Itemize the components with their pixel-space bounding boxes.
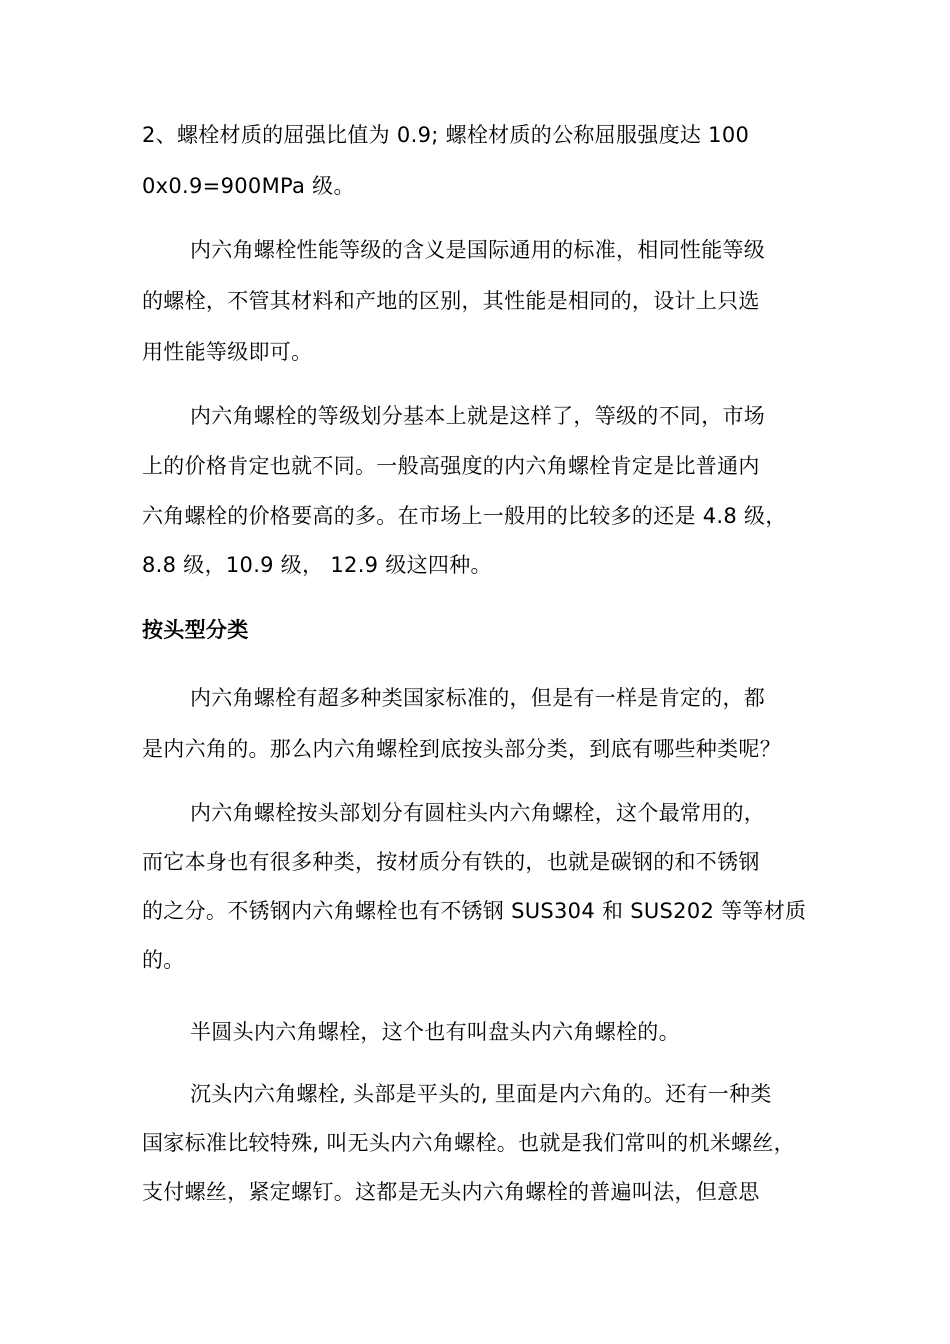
paragraph-2-line-3: 用性能等级即可。 bbox=[142, 340, 313, 364]
paragraph-7-line-2: 国家标准比较特殊, 叫无头内六角螺栓。也就是我们常叫的机米螺丝， bbox=[142, 1131, 795, 1155]
paragraph-5-line-4: 的。 bbox=[142, 948, 185, 972]
paragraph-7-line-1: 沉头内六角螺栓, 头部是平头的, 里面是内六角的。还有一种类 bbox=[190, 1082, 772, 1106]
paragraph-1-line-2: 0x0.9=900MPa 级。 bbox=[142, 174, 355, 198]
paragraph-3-line-1: 内六角螺栓的等级划分基本上就是这样了，等级的不同，市场 bbox=[190, 404, 766, 428]
paragraph-5-line-3: 的之分。不锈钢内六角螺栓也有不锈钢 SUS304 和 SUS202 等等材质 bbox=[142, 899, 807, 923]
section-heading: 按头型分类 bbox=[142, 618, 249, 642]
paragraph-6-line-1: 半圆头内六角螺栓，这个也有叫盘头内六角螺栓的。 bbox=[190, 1020, 680, 1044]
paragraph-3-line-2: 上的价格肯定也就不同。一般高强度的内六角螺栓肯定是比普通内 bbox=[142, 454, 760, 478]
paragraph-5-line-2: 而它本身也有很多种类，按材质分有铁的，也就是碳钢的和不锈钢 bbox=[142, 850, 760, 874]
paragraph-3-line-3: 六角螺栓的价格要高的多。在市场上一般用的比较多的还是 4.8 级， bbox=[142, 504, 787, 528]
paragraph-4-line-1: 内六角螺栓有超多种类国家标准的，但是有一样是肯定的，都 bbox=[190, 686, 766, 710]
paragraph-4-line-2: 是内六角的。那么内六角螺栓到底按头部分类，到底有哪些种类呢？ bbox=[142, 737, 781, 761]
paragraph-2-line-1: 内六角螺栓性能等级的含义是国际通用的标准，相同性能等级 bbox=[190, 238, 766, 262]
paragraph-5-line-1: 内六角螺栓按头部划分有圆柱头内六角螺栓，这个最常用的， bbox=[190, 801, 766, 825]
paragraph-2-line-2: 的螺栓，不管其材料和产地的区别，其性能是相同的，设计上只选 bbox=[142, 289, 760, 313]
paragraph-1-line-1: 2、螺栓材质的屈强比值为 0.9; 螺栓材质的公称屈服强度达 100 bbox=[142, 123, 750, 147]
paragraph-7-line-3: 支付螺丝，紧定螺钉。这都是无头内六角螺栓的普遍叫法，但意思 bbox=[142, 1180, 760, 1204]
paragraph-3-line-4: 8.8 级，10.9 级， 12.9 级这四种。 bbox=[142, 553, 492, 577]
